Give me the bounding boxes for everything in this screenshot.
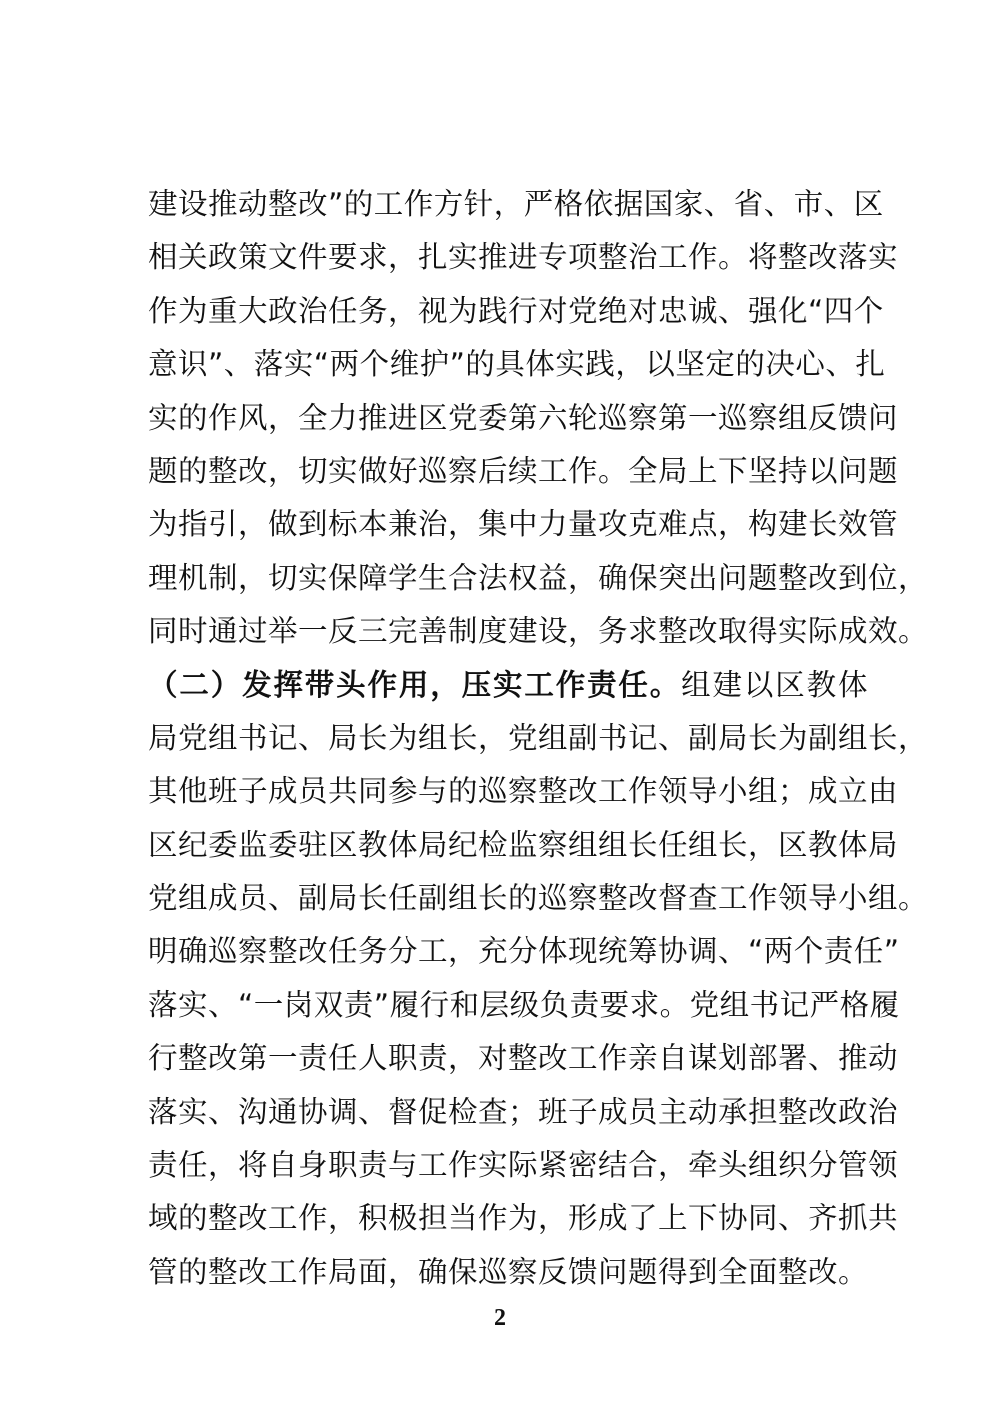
section-heading: （二）发挥带头作用，压实工作责任。: [148, 667, 682, 702]
text-line: 题的整改，切实做好巡察后续工作。全局上下坚持以问题: [148, 453, 899, 488]
text-line: 局党组书记、局长为组长，党组副书记、副局长为副组长，: [148, 720, 929, 755]
text-line: 行整改第一责任人职责，对整改工作亲自谋划部署、推动: [148, 1041, 899, 1076]
text-line: 实的作风，全力推进区党委第六轮巡察第一巡察组反馈问: [148, 400, 899, 435]
text-line: 同时通过举一反三完善制度建设，务求整改取得实际成效。: [148, 614, 929, 649]
text-line: 意识”、落实“两个维护”的具体实践，以坚定的决心、扎: [148, 347, 886, 382]
text-line: 管的整改工作局面，确保巡察反馈问题得到全面整改。: [148, 1254, 869, 1289]
text-line: 相关政策文件要求，扎实推进专项整治工作。将整改落实: [148, 240, 899, 275]
text-line-continuation: 组建以区教体: [681, 667, 868, 702]
text-line: 责任，将自身职责与工作实际紧密结合，牵头组织分管领: [148, 1148, 899, 1183]
text-line: 其他班子成员共同参与的巡察整改工作领导小组；成立由: [148, 774, 899, 809]
text-line: 落实、“一岗双责”履行和层级负责要求。党组书记严格履: [148, 987, 900, 1022]
text-line: 区纪委监委驻区教体局纪检监察组组长任组长，区教体局: [148, 827, 899, 862]
text-line: 落实、沟通协调、督促检查；班子成员主动承担整改政治: [148, 1094, 899, 1129]
section-heading-line: [148, 659, 868, 712]
page-number: 2: [494, 1305, 506, 1331]
text-line: 理机制，切实保障学生合法权益，确保突出问题整改到位，: [148, 560, 929, 595]
text-line: 为指引，做到标本兼治，集中力量攻克难点，构建长效管: [148, 507, 899, 542]
text-line: 明确巡察整改任务分工，充分体现统筹协调、“两个责任”: [148, 934, 900, 969]
text-line: 党组成员、副局长任副组长的巡察整改督查工作领导小组。: [148, 881, 929, 916]
text-line: 建设推动整改”的工作方针，严格依据国家、省、市、区: [148, 187, 884, 221]
text-line: 作为重大政治任务，视为践行对党绝对忠诚、强化“四个: [148, 293, 884, 328]
body-text: [148, 178, 929, 1299]
text-line: 域的整改工作，积极担当作为，形成了上下协同、齐抓共: [148, 1201, 899, 1236]
